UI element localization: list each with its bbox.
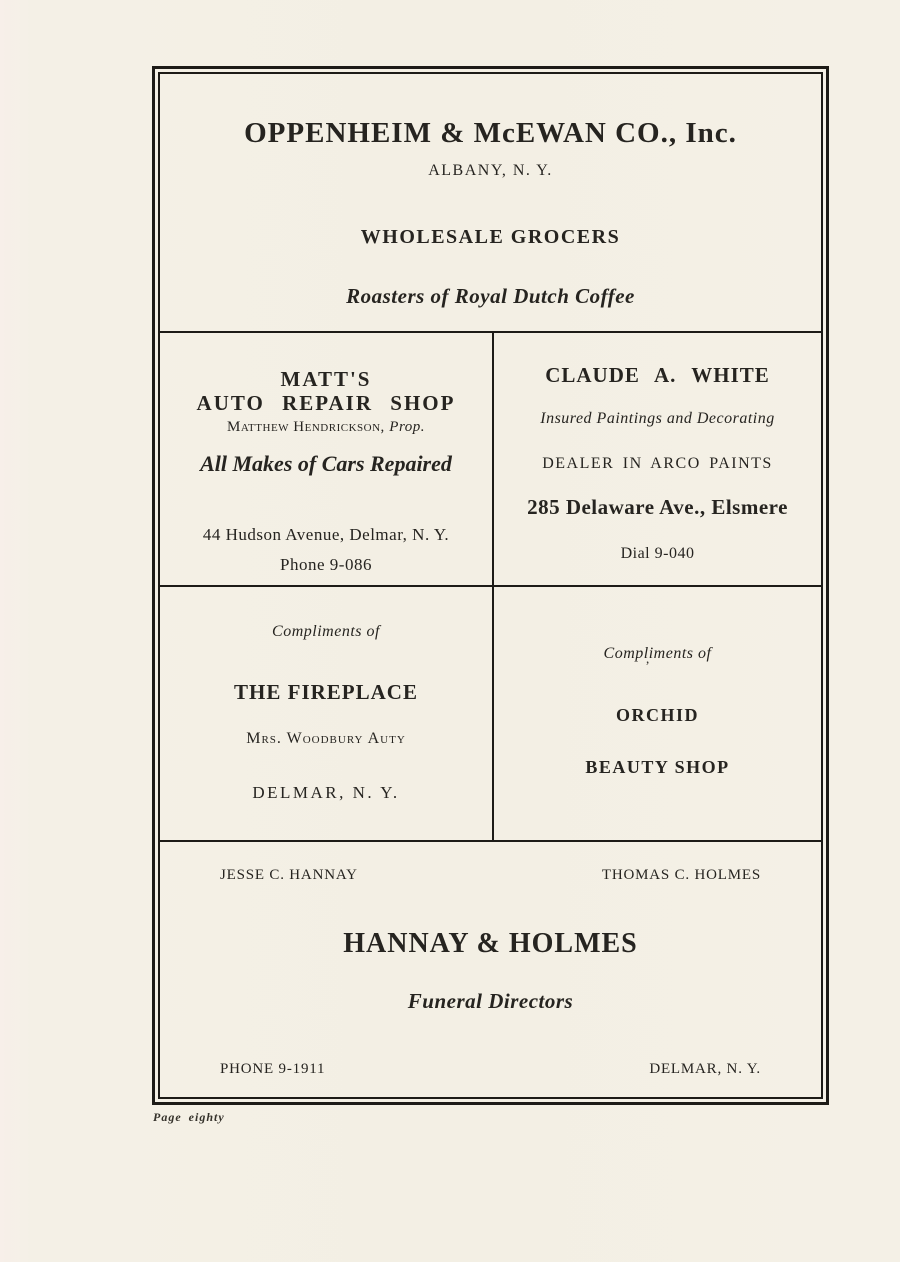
ad-orchid-beauty-shop (494, 587, 821, 840)
matts-name-line1: MATT'S (280, 367, 372, 391)
orchid-compliments: Compliments of (603, 645, 712, 662)
hannay-partner-right: THOMAS C. HOLMES (601, 867, 761, 883)
ad-claude-white (494, 333, 821, 585)
orchid-name-line2: BEAUTY SHOP (585, 757, 730, 777)
claude-white-phone: Dial 9-040 (620, 545, 695, 562)
orchid-name-line1: ORCHID (615, 705, 699, 725)
middle-ad-grid (160, 331, 821, 842)
hannay-holmes-contact-row (160, 1061, 821, 1078)
ad-the-fireplace (160, 587, 494, 840)
oppenheim-business-type: WHOLESALE GROCERS (360, 226, 621, 249)
fireplace-proprietor: Mrs. Woodbury Auty (246, 730, 406, 747)
orchid-stray-print-mark: ’ (645, 658, 650, 673)
hannay-partner-left: JESSE C. HANNAY (220, 867, 358, 883)
ad-matts-auto-repair (160, 333, 494, 585)
ad-page-frame (152, 66, 829, 1105)
fireplace-city: DELMAR, N. Y. (252, 783, 400, 802)
matts-proprietor-line (160, 419, 492, 436)
claude-white-dealer-line: DEALER IN ARCO PAINTS (542, 455, 773, 472)
fireplace-compliments: Compliments of (272, 623, 380, 640)
ad-hannay-holmes (160, 842, 821, 1097)
oppenheim-tagline: Roasters of Royal Dutch Coffee (346, 284, 635, 309)
oppenheim-city: ALBANY, N. Y. (428, 162, 553, 180)
claude-white-tagline: Insured Paintings and Decorating (540, 410, 775, 427)
oppenheim-company-name: OPPENHEIM & McEWAN CO., Inc. (244, 117, 737, 149)
fireplace-name: THE FIREPLACE (234, 680, 418, 704)
hannay-holmes-city: DELMAR, N. Y. (649, 1061, 761, 1077)
matts-address: 44 Hudson Avenue, Delmar, N. Y. (202, 525, 450, 545)
claude-white-address: 285 Delaware Ave., Elsmere (527, 495, 788, 519)
matts-name-line2: AUTO REPAIR SHOP (196, 391, 456, 416)
hannay-holmes-name: HANNAY & HOLMES (343, 928, 638, 959)
page-number-footer: Page eighty (153, 1110, 225, 1124)
hannay-holmes-tagline: Funeral Directors (407, 989, 574, 1013)
matts-tagline: All Makes of Cars Repaired (200, 451, 452, 477)
matts-proprietor-name: Matthew Hendrickson, (227, 419, 385, 436)
middle-ad-row-2 (160, 587, 821, 840)
hannay-holmes-partners-row (160, 867, 821, 884)
middle-ad-row-1 (160, 333, 821, 587)
matts-phone: Phone 9-086 (280, 555, 372, 575)
hannay-holmes-phone: PHONE 9-1911 (220, 1061, 326, 1077)
claude-white-name: CLAUDE A. WHITE (545, 363, 770, 387)
ad-oppenheim-mcewan (160, 74, 821, 331)
ad-page-frame-inner (158, 72, 823, 1099)
matts-proprietor-title: Prop. (389, 419, 425, 436)
